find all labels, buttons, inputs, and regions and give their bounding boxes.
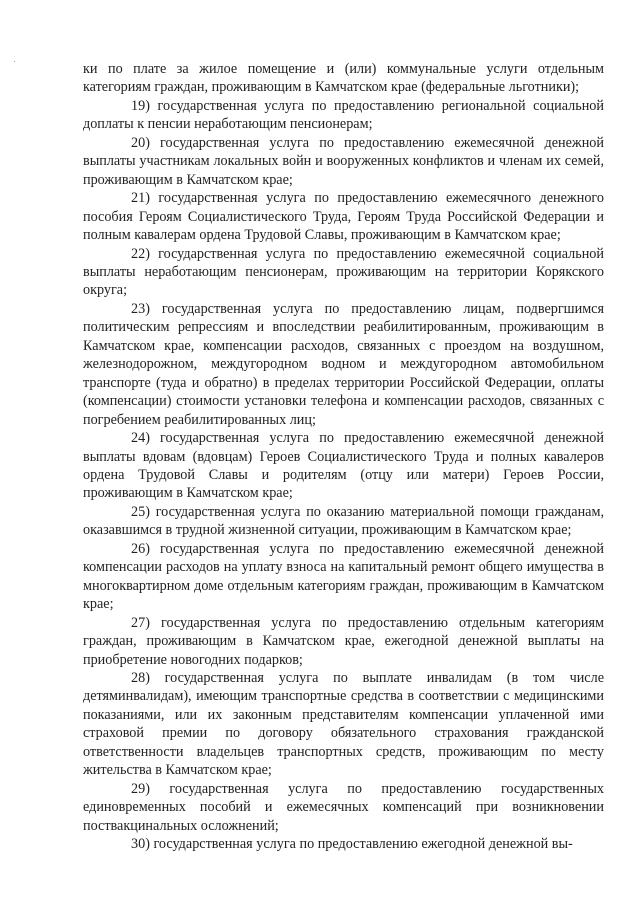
paragraph-item-28: 28) государственная услуга по выплате инвалидам (в том числе детяминвалидам), имеющим транспортные средства в соответствии с медицинскими показаниями, или их законным представителям компенсации уплаченной ими страховой премии по договору обязательного страхования гражданской ответственности владельцев транспортных средств, проживающим по месту жительства в Камчатском крае; <box>83 669 604 779</box>
paragraph-continuation: ки по плате за жилое помещение и (или) коммунальные услуги отдельным категориям граждан, проживающим в Камчатском крае (федеральные льготники); <box>83 61 604 96</box>
paragraph-item-25: 25) государственная услуга по оказанию материальной помощи гражданам, оказавшимся в трудной жизненной ситуации, проживающим в Камчатском крае; <box>83 503 604 539</box>
paragraph-item-20: 20) государственная услуга по предоставлению ежемесячной денежной выплаты участникам локальных войн и вооруженных конфликтов и членам их семей, проживающим в Камчатском крае; <box>83 134 604 188</box>
paragraph-item-29: 29) государственная услуга по предоставлению государственных единовременных пособий и ежемесячных компенсаций при возникновении поствакцинальных осложнений; <box>83 780 604 834</box>
paragraph-item-23: 23) государственная услуга по предоставлению лицам, подвергшимся политическим репрессиям и впоследствии реабилитированным, проживающим в Камчатском крае, компенсации расходов, связанных с проездом на воздушном, железнодорожном, междугородном водном и междугородном автомобильном транспорте (туда и обратно) в пределах территории Российской Федерации, оплаты (компенсации) стоимости установки телефона и компенсации расходов, связанных с погребением реабилитированных лиц; <box>83 300 604 428</box>
paragraph-item-19: 19) государственная услуга по предоставлению региональной социальной доплаты к пенсии неработающим пенсионерам; <box>83 97 604 133</box>
paragraph-item-30: 30) государственная услуга по предоставлению ежегодной денежной вы- <box>131 836 573 853</box>
paragraph-item-27: 27) государственная услуга по предоставлению отдельным категориям граждан, проживающим в Камчатском крае, ежегодной денежной выплаты на приобретение новогодних подарков; <box>83 614 604 668</box>
document-body <box>83 60 604 853</box>
paragraph-item-21: 21) государственная услуга по предоставлению ежемесячного денежного пособия Героям Социалистического Труда, Героям Труда Российской Федерации и полным кавалерам ордена Трудовой Славы, проживающим в Камчатском крае; <box>83 190 604 244</box>
paragraph-item-22: 22) государственная услуга по предоставлению ежемесячной социальной выплаты неработающим пенсионерам, проживающим на территории Корякского округа; <box>83 245 604 299</box>
scan-speck <box>14 61 15 62</box>
paragraph-item-24: 24) государственная услуга по предоставлению ежемесячной денежной выплаты вдовам (вдовцам) Героев Социалистического Труда и полных кавалеров ордена Трудовой Славы и родителям (отцу или матери) Героев России, проживающим в Камчатском крае; <box>83 430 604 502</box>
paragraph-item-26: 26) государственная услуга по предоставлению ежемесячной денежной компенсации расходов на уплату взноса на капитальный ремонт общего имущества в многоквартирном доме отдельным категориям граждан, проживающим в Камчатском крае; <box>83 540 604 613</box>
